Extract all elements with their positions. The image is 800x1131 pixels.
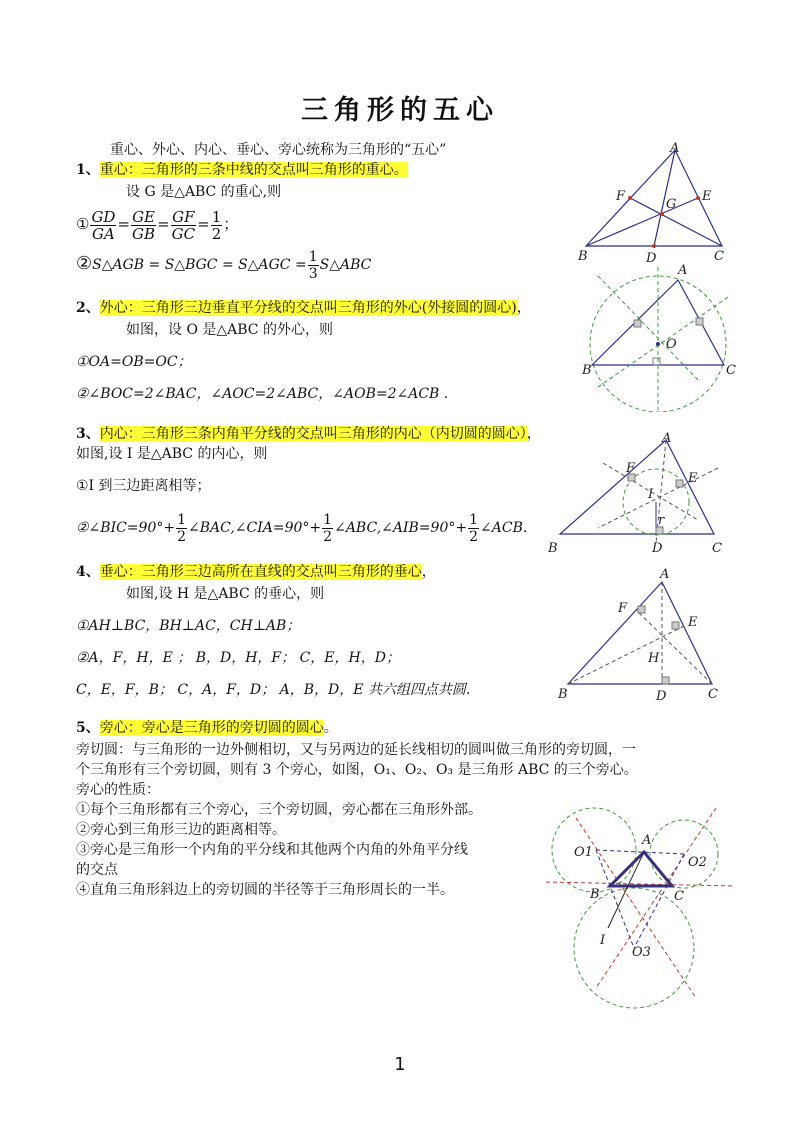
- excenter-diagram: [546, 788, 736, 1010]
- svg-text:B: B: [548, 541, 558, 556]
- s1-line1: 设 G 是△ABC 的重心,则: [126, 184, 282, 200]
- svg-text:D: D: [656, 689, 667, 704]
- s5-p3: 旁心的性质：: [76, 782, 160, 798]
- svg-text:H: H: [648, 651, 660, 666]
- s3-line1: 如图,设 I 是△ABC 的内心，则: [76, 446, 268, 462]
- s4-line3: ②A，F，H，E ； B，D，H，F； C，E，H，D；: [76, 650, 400, 666]
- excircle-1: [552, 808, 636, 892]
- svg-text:O3: O3: [632, 945, 651, 960]
- s1-formula-ratio: ① $\frac{GD}{GA}$ = $\frac{GE}{GB}$ = $\frac{GF}{GC}$ = $\frac{1}{2}$ ；: [76, 207, 239, 243]
- s5-p4: ①每个三角形都有三个旁心，三个旁切圆，旁心都在三角形外部。: [76, 802, 482, 818]
- section-3-highlight: 内心：三角形三条内角平分线的交点叫三角形的内心（内切圆的圆心）: [99, 426, 527, 442]
- centroid-diagram: [578, 140, 738, 270]
- s5-p1: 旁切圆：与三角形的一边外侧相切，又与另两边的延长线相切的圆叫做三角形的旁切圆，一: [76, 742, 636, 758]
- svg-text:G: G: [666, 197, 677, 212]
- svg-text:C: C: [674, 889, 684, 904]
- svg-text:B: B: [558, 687, 568, 702]
- section-1-highlight: 重心：三角形的三条中线的交点叫三角形的重心。: [99, 162, 408, 178]
- svg-text:r: r: [658, 513, 665, 528]
- svg-text:A: A: [642, 833, 652, 848]
- intro-text: 重心、外心、内心、垂心、旁心统称为三角形的“五心”: [110, 142, 447, 158]
- svg-text:E: E: [702, 189, 712, 204]
- s3-line3: ②∠BIC=90°+ $\frac{1}{2}$ ∠BAC,∠CIA=90°+ $\frac{1}{2}$ ∠ABC,∠AIB=90°+ $\frac{1}{2}$ ∠ACB.: [76, 511, 528, 545]
- section-2-heading: 2、外心：三角形三边垂直平分线的交点叫三角形的外心(外接圆的圆心)，: [76, 300, 531, 316]
- svg-text:C: C: [714, 249, 724, 264]
- section-separator: 、: [85, 162, 100, 178]
- svg-text:A: A: [660, 567, 670, 582]
- section-4-heading: 4、垂心：三角形三边高所在直线的交点叫三角形的垂心，: [76, 564, 436, 580]
- svg-text:I: I: [648, 487, 654, 502]
- section-5-heading: 5、旁心：旁心是三角形的旁切圆的圆心。: [76, 720, 338, 736]
- incenter-diagram: [548, 428, 738, 558]
- svg-text:A: A: [678, 263, 688, 278]
- svg-text:C: C: [712, 541, 722, 556]
- svg-text:A: A: [662, 431, 672, 446]
- section-number: 1: [76, 162, 86, 178]
- svg-text:F: F: [618, 601, 628, 616]
- s5-p5: ②旁心到三角形三边的距离相等。: [76, 822, 286, 838]
- svg-text:A: A: [670, 141, 680, 156]
- s5-p2: 个三角形有三个旁切圆，则有 3 个旁心，如图，O₁、O₂、O₃ 是三角形 ABC 的三个旁心。: [76, 762, 638, 778]
- page-title: 三角形的五心: [301, 95, 499, 126]
- section-3-heading: 3、内心：三角形三条内角平分线的交点叫三角形的内心（内切圆的圆心），: [76, 426, 541, 442]
- svg-text:O: O: [666, 337, 677, 352]
- svg-text:B: B: [578, 249, 588, 264]
- s2-line1: 如图，设 O 是△ABC 的外心，则: [126, 322, 333, 338]
- s4-line4: C，E，F，B； C，A，F，D； A，B，D，E 共六组四点共圆.: [76, 682, 471, 698]
- svg-text:E: E: [688, 615, 698, 630]
- svg-text:B: B: [590, 887, 600, 902]
- marker: ①: [76, 215, 90, 233]
- s3-line2: ①I 到三边距离相等；: [76, 478, 211, 494]
- svg-text:F: F: [616, 189, 626, 204]
- svg-text:D: D: [646, 251, 657, 266]
- s4-line2: ①AH⊥BC，BH⊥AC，CH⊥AB；: [76, 618, 301, 634]
- svg-text:O1: O1: [574, 845, 593, 860]
- s1-formula-area: ②S△AGB = S△BGC = S△AGC = $\frac{1}{3}$ S△ABC: [76, 248, 372, 282]
- s2-line3: ②∠BOC=2∠BAC，∠AOC=2∠ABC，∠AOB=2∠ACB .: [76, 386, 449, 402]
- s5-p8: ④直角三角形斜边上的旁切圆的半径等于三角形周长的一半。: [76, 882, 454, 898]
- section-1-heading: [76, 160, 408, 180]
- svg-text:E: E: [688, 471, 698, 486]
- svg-text:D: D: [652, 541, 663, 556]
- triangle-abc-bold: [610, 852, 672, 886]
- svg-text:I: I: [600, 933, 606, 948]
- s4-line1: 如图,设 H 是△ABC 的垂心，则: [126, 586, 325, 602]
- svg-text:O2: O2: [688, 855, 707, 870]
- s5-p7: 的交点: [76, 862, 118, 878]
- section-2-highlight: 外心：三角形三边垂直平分线的交点叫三角形的外心(外接圆的圆心): [99, 300, 517, 316]
- section-4-highlight: 垂心：三角形三边高所在直线的交点叫三角形的垂心: [99, 564, 422, 580]
- circumcenter-diagram: [578, 262, 738, 412]
- svg-text:B: B: [582, 363, 592, 378]
- svg-text:C: C: [708, 687, 718, 702]
- svg-text:F: F: [626, 461, 636, 476]
- page-number: 1: [394, 1054, 406, 1075]
- s2-line2: ①OA=OB=OC；: [76, 354, 192, 370]
- svg-text:C: C: [726, 363, 736, 378]
- section-5-highlight: 旁心：旁心是三角形的旁切圆的圆心: [99, 720, 324, 736]
- s5-p6: ③旁心是三角形一个内角的平分线和其他两个内角的外角平分线: [76, 842, 468, 858]
- orthocenter-diagram: [556, 564, 736, 704]
